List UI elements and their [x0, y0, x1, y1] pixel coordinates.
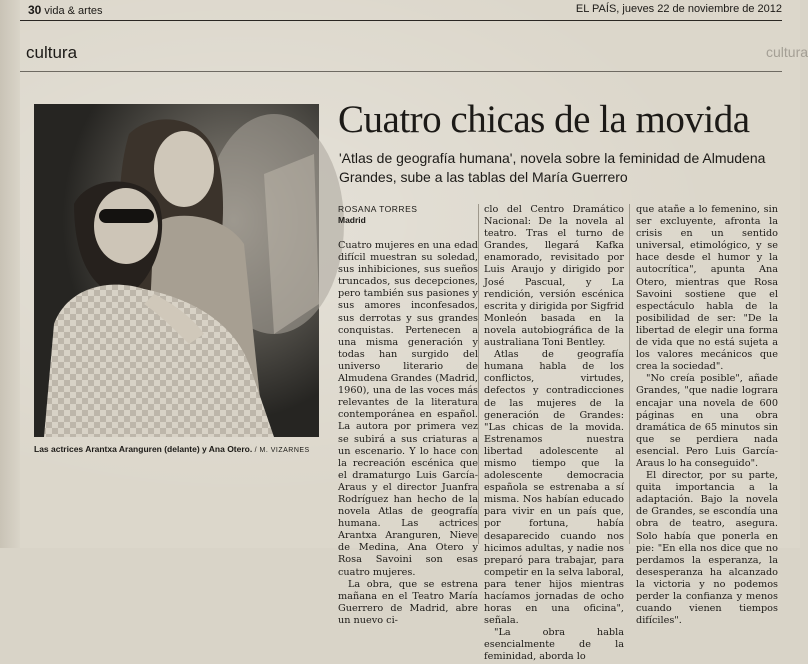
article-column-3 — [636, 204, 778, 627]
paragraph: Cuatro mujeres en una edad difícil muestran su soledad, sus inhibiciones, sus sueños truncados, sus decepciones, pero también sus pasiones y sus amores inconfesados, sus derrotas y sus grandes conquistas. Pertenecen a una misma generación y todas han surgido del universo literario de Almudena Grandes (Madrid, 1960), una de las voces más relevantes de la literatura contemporánea en español. La autora por primera vez se subirá a sus criaturas a un escenario. Y lo hace con la recreación escénica que el dramaturgo Luis García-Araus y el director Juanfra Rodríguez han hecho de la novela Atlas de geografía humana. Las actrices Arantxa Aranguren, Nieve de Medina, Ana Otero y Rosa Savoini son esas cuatro mujeres. — [338, 240, 478, 578]
paragraph: Atlas de geografía humana habla de los conflictos, virtudes, defectos y contradicciones de las mujeres de la generación de Grandes: "Las chicas de la movida. Estrenamos nuestra libertad adolescente al mismo tiempo que la adolescente democracia española se estrenaba a sí misma. Nos habían educado para vivir en un país que, por fortuna, había desaparecido cuando nos hicimos adultas, y nadie nos preparó para trabajar, para competir en la selva laboral, para tener hijos mientras hacíamos jornadas de ocho horas en una oficina", señala. — [484, 349, 624, 627]
left-page-edge — [0, 0, 20, 548]
article-column-2 — [484, 204, 624, 664]
dateline-city: Madrid — [338, 215, 366, 225]
header-rule — [20, 20, 782, 21]
page-header — [20, 3, 782, 19]
caption-text: Las actrices Arantxa Aranguren (delante) y Ana Otero. — [34, 444, 253, 454]
article-column-1 — [338, 240, 478, 627]
subheadline: 'Atlas de geografía humana', novela sobre la feminidad de Almudena Grandes, sube a las tablas del María Guerrero — [339, 150, 766, 185]
article-photo — [34, 104, 319, 437]
actresses-photo-illustration — [34, 104, 319, 437]
date-line: EL PAÍS, jueves 22 de noviembre de 2012 — [575, 3, 782, 15]
paragraph: clo del Centro Dramático Nacional: De la novela al teatro. Tras el turno de Grandes, llegará Kafka enamorado, revisitado por Luis Araujo y dirigido por José Pascual, y La rendición, versión escénica escrita y dirigida por Sigfrid Monleón basada en la novela autobiográfica de la australiana Toni Bentley. — [484, 204, 624, 349]
paragraph: "La obra habla esencialmente de la feminidad, aborda lo — [484, 627, 624, 663]
section-title: cultura — [26, 43, 78, 62]
author-name: ROSANA TORRES — [338, 204, 418, 214]
paragraph: que atañe a lo femenino, sin ser excluyente, afronta la crisis en un sentido universal, etimológico, y se hace desde el humor y la autocrítica", apunta Ana Otero, mientras que Rosa Savoini sostiene que el espectáculo habla de la posibilidad de ser: "De la libertad de elegir una forma de vida que no está sujeta a los valores mecánicos que crea la sociedad". — [636, 204, 778, 373]
photo-credit: / M. VIZARNES — [254, 447, 310, 454]
column-rule — [629, 204, 630, 544]
bleed-word: cultura — [766, 44, 808, 60]
paragraph: La obra, que se estrena mañana en el Teatro María Guerrero de Madrid, abre un nuevo ci- — [338, 578, 478, 626]
column-rule — [478, 204, 479, 544]
paragraph: El director, por su parte, quita importancia a la adaptación. Bajo la novela de Grandes, se escondía una obra de teatro, asegura. Solo había que ponerla en pie: "En ella nos dice que no perdamos la esperanza, la desesperanza ha alcanzado la victoria y no podemos perder la confianza y menos cuando vienen tiempos difíciles". — [636, 470, 778, 627]
page-folio — [28, 3, 103, 17]
paragraph: "No creía posible", añade Grandes, "que nadie lograra encajar una novela de 600 páginas en una obra dramática de 65 minutos sin que se perdiera nada esencial. Pero Luis García-Araus lo ha conseguido". — [636, 373, 778, 469]
page-number: 30 — [28, 3, 42, 17]
section-tag: vida & artes — [44, 5, 103, 17]
headline: Cuatro chicas de la movida — [338, 98, 750, 141]
byline — [338, 204, 417, 225]
photo-caption — [34, 444, 324, 454]
section-rule — [20, 71, 782, 72]
